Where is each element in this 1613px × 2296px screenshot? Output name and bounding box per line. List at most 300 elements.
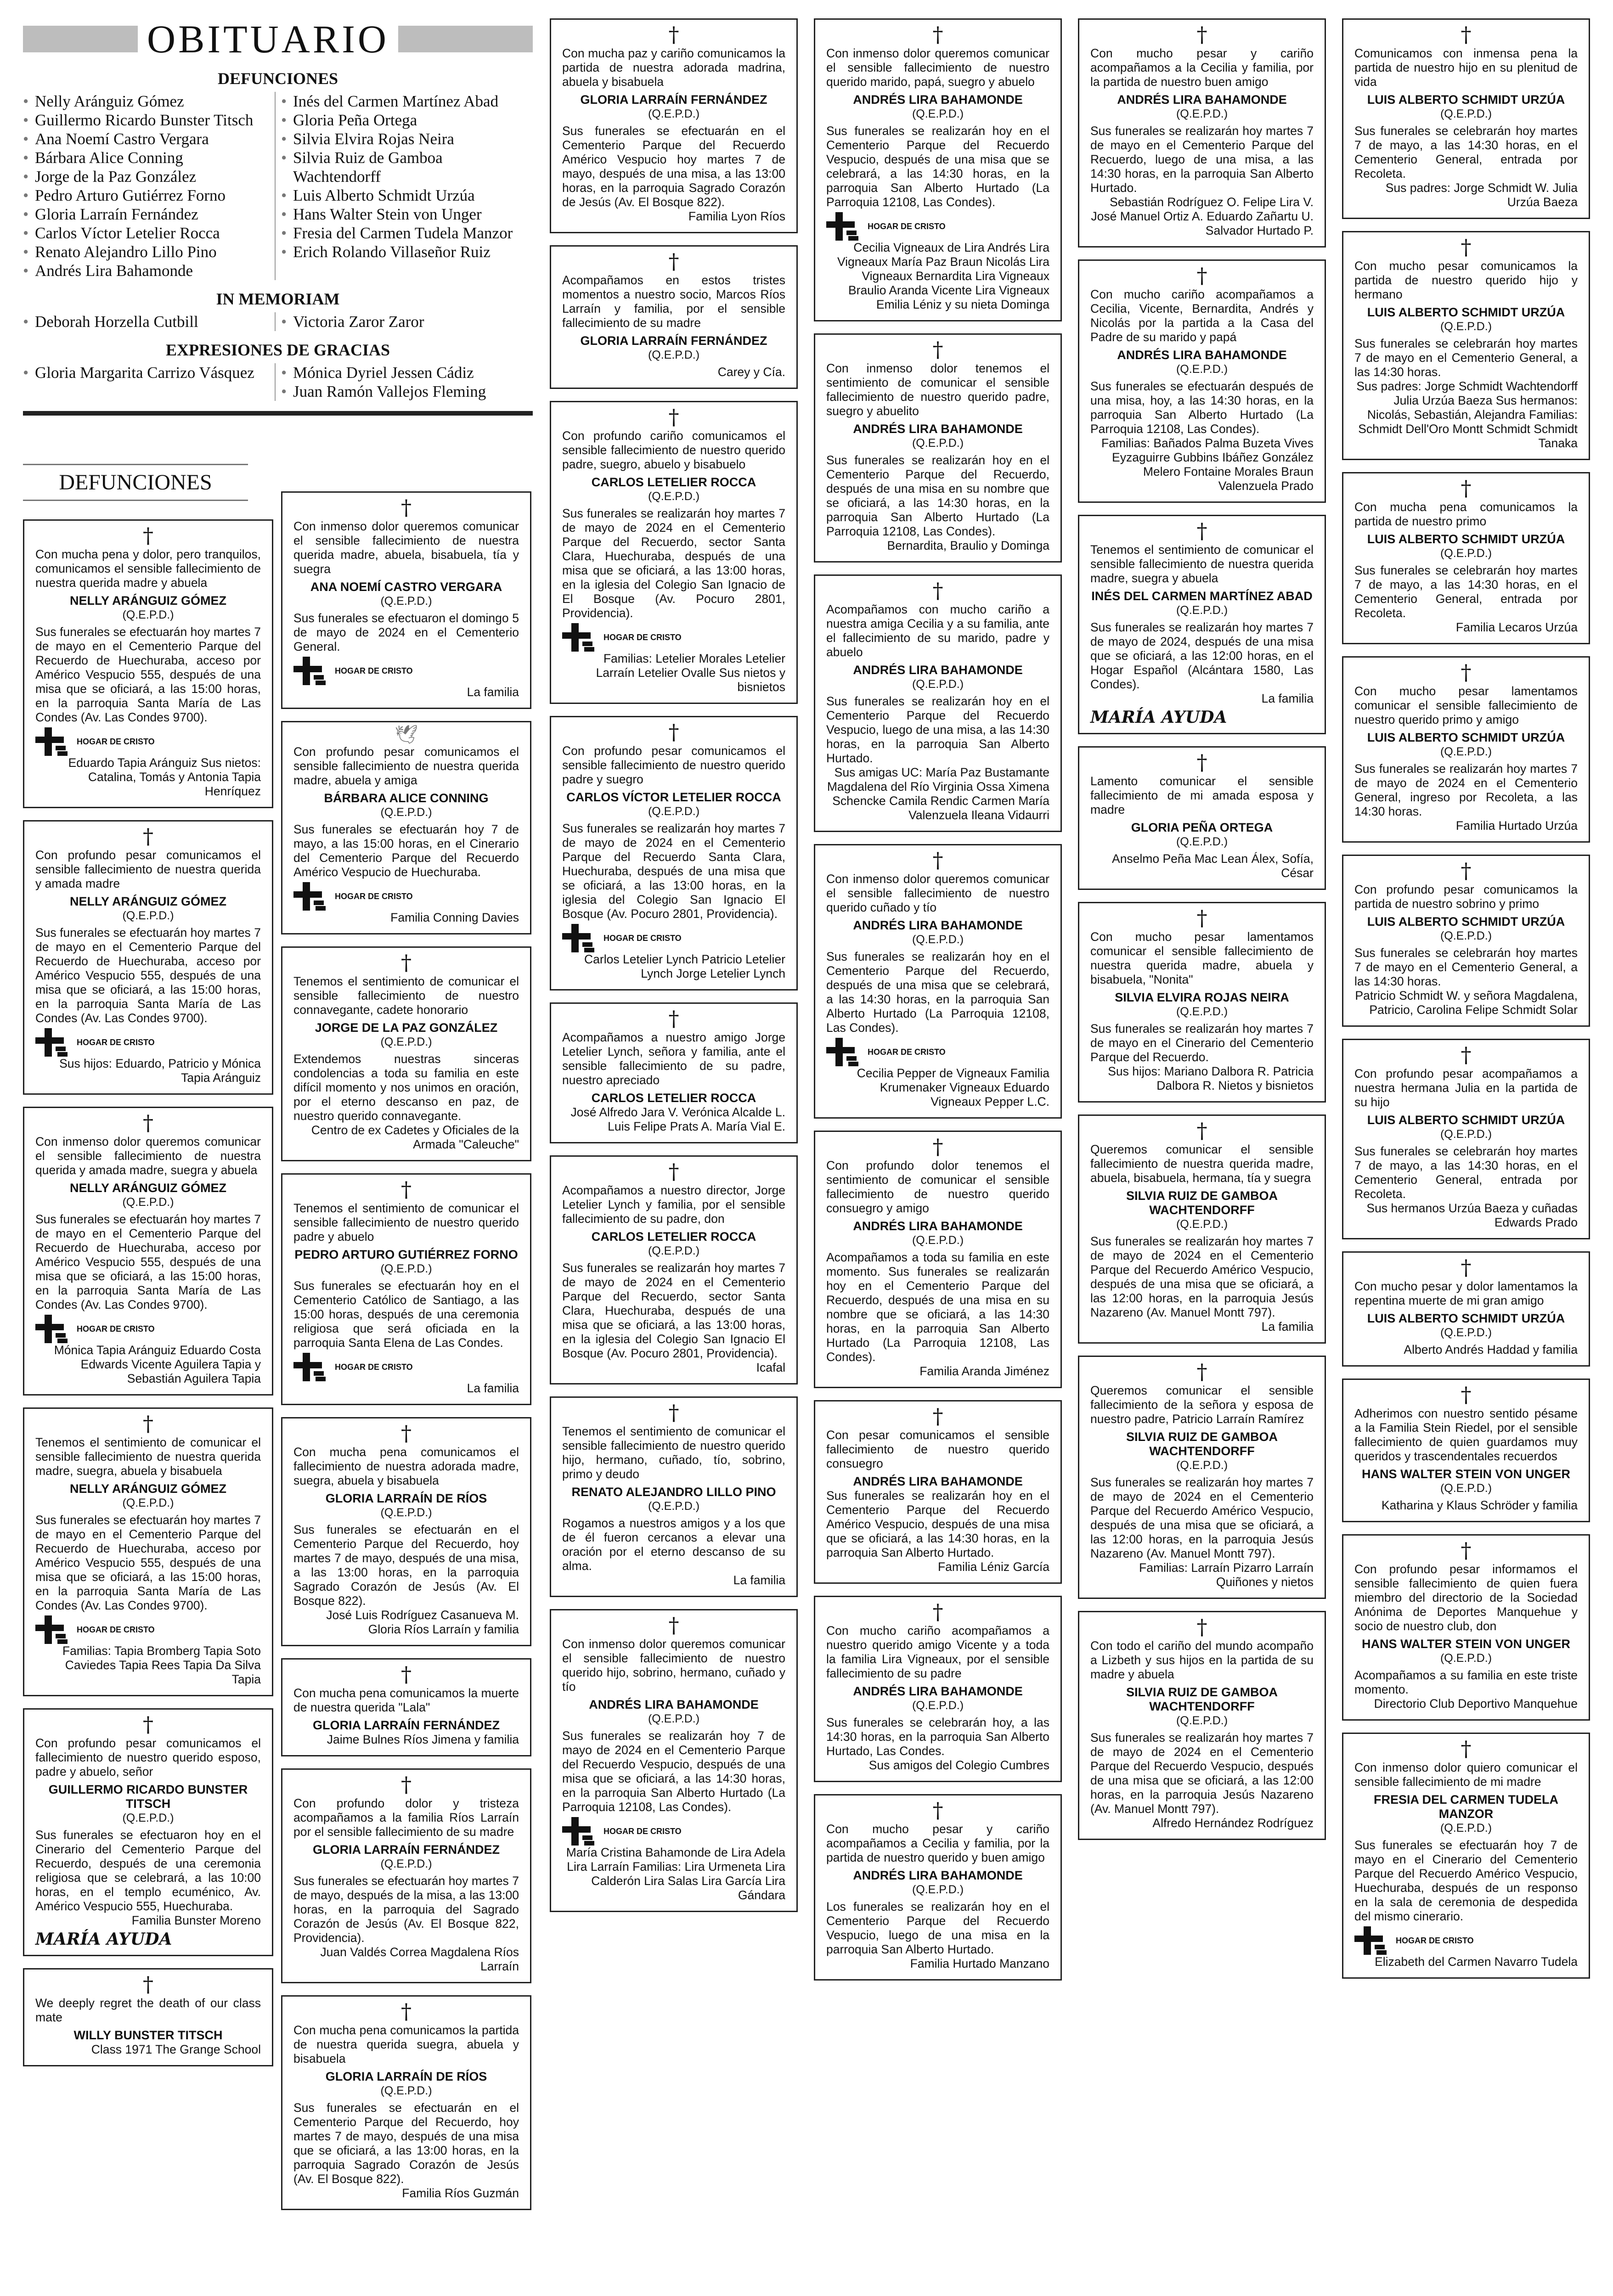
notice-intro: Con inmenso dolor queremos comunicar el sensible fallecimiento de nuestro querido marido, papá, suegro y abuelo bbox=[826, 46, 1049, 89]
notice-intro: Queremos comunicar el sensible fallecimiento de la señora y esposa de nuestro padre, Patricio Larraín Ramírez bbox=[1090, 1384, 1314, 1426]
notice-body: Sus funerales se efectuarán en el Cementerio Parque del Recuerdo, hoy martes 7 de mayo, después de una misa que se oficiará, a las 13:00 horas, en la parroquia Sagrado Corazón de Jesús (Av. El Bosque 822). bbox=[293, 2101, 519, 2186]
masthead-bar-right bbox=[398, 26, 533, 52]
notice-signature: Cecilia Pepper de Vigneaux Familia Krumenaker Vigneaux Eduardo Vigneaux Pepper L.C. bbox=[857, 1066, 1049, 1109]
qepd-label: (Q.E.P.D.) bbox=[912, 1699, 964, 1712]
qepd-label: (Q.E.P.D.) bbox=[648, 490, 700, 503]
hogar-de-cristo-logo bbox=[35, 1028, 261, 1057]
cross-icon: † bbox=[668, 720, 679, 744]
notice-body: Sus funerales se efectuarán después de una misa, hoy, a las 14:30 horas, en la parroquia San Alberto Hurtado (La Parroquia 12108, Las Condes). bbox=[1090, 379, 1314, 436]
obituary-notice bbox=[281, 1173, 531, 1405]
hogar-de-cristo-icon bbox=[35, 1028, 72, 1057]
hogar-de-cristo-icon bbox=[1354, 1926, 1391, 1955]
notice-intro: Con profundo pesar comunicamos la partida de nuestro sobrino y primo bbox=[1354, 883, 1578, 911]
notice-body: Extendemos nuestras sinceras condolencias a toda su familia en este difícil momento y nos unimos en oración, por el eterno descanso en paz, de nuestro querido connavegante. bbox=[293, 1052, 519, 1123]
hogar-de-cristo-logo bbox=[35, 727, 261, 756]
notice-signature: Class 1971 The Grange School bbox=[91, 2043, 261, 2056]
notice-intro: Con mucha pena comunicamos el fallecimiento de nuestra adorada madre, suegra, abuela y bisabuela bbox=[293, 1445, 519, 1487]
deceased-name: SILVIA ELVIRA ROJAS NEIRA bbox=[1115, 990, 1289, 1004]
obituary-notice bbox=[550, 401, 798, 704]
deceased-name: ANDRÉS LIRA BAHAMONDE bbox=[1117, 93, 1287, 107]
notice-intro: Acompañamos con mucho cariño a nuestra amiga Cecilia y a su familia, ante el fallecimiento de su marido, padre y abuelo bbox=[826, 602, 1049, 659]
deceased-name: CARLOS LETELIER ROCCA bbox=[591, 1091, 756, 1105]
notice-body: Sus funerales se realizarán hoy martes 7 de mayo de 2024, después de una misa que se oficiará, a las 12:00 horas, en el Hogar Español (Alcántara 1580, Las Condes). bbox=[1090, 620, 1314, 691]
hogar-de-cristo-icon bbox=[562, 1817, 599, 1846]
qepd-label: (Q.E.P.D.) bbox=[912, 678, 964, 691]
hogar-de-cristo-logo bbox=[562, 924, 785, 952]
notice-body: Sus funerales se realizarán hoy en el Cementerio Parque del Recuerdo, después de una misa en su nombre que se oficiará, a las 14:30 horas, en la parroquia San Alberto Hurtado (La Parroquia 12108, Las Condes). bbox=[826, 453, 1049, 538]
notice-signature: Sus padres: Jorge Schmidt Wachtendorff Julia Urzúa Baeza Sus hermanos: Nicolás, Sebastián, Alejandra Familias: Schmidt Dell'Oro Montt Schmidt Schmidt Tanaka bbox=[1356, 379, 1578, 450]
cross-icon: † bbox=[143, 1411, 153, 1436]
cross-icon: † bbox=[1196, 1615, 1207, 1639]
obituary-notice bbox=[814, 18, 1062, 321]
notice-signature: La familia bbox=[467, 1381, 519, 1395]
defunciones-list-left bbox=[23, 92, 275, 280]
cross-icon: † bbox=[143, 523, 153, 548]
obituary-notice bbox=[1342, 472, 1590, 644]
deceased-name: NELLY ARÁNGUIZ GÓMEZ bbox=[69, 1482, 227, 1496]
deceased-name: LUIS ALBERTO SCHMIDT URZÚA bbox=[1367, 915, 1565, 929]
notice-body: Sus funerales se celebrarán hoy martes 7 de mayo, a las 14:30 horas, en el Cementerio General, entrada por Recoleta. bbox=[1354, 124, 1578, 180]
notice-signature: Sus hijos: Mariano Dalbora R. Patricia Dalbora R. Nietos y bisnietos bbox=[1108, 1064, 1314, 1092]
qepd-label: (Q.E.P.D.) bbox=[1176, 1005, 1228, 1018]
cross-icon: † bbox=[1196, 750, 1207, 775]
cross-icon: † bbox=[1196, 22, 1207, 47]
deceased-name: FRESIA DEL CARMEN TUDELA MANZOR bbox=[1373, 1793, 1558, 1821]
defunciones-list-right bbox=[275, 92, 533, 280]
index-entry: • Gloria Peña Ortega bbox=[281, 111, 533, 129]
notice-body: Sus funerales se realizarán hoy martes 7 de mayo de 2024 en el Cementerio General, ingreso por Recoleta, a las 14:30 horas. bbox=[1354, 762, 1578, 818]
obituary-notice bbox=[281, 1995, 531, 2210]
column-2 bbox=[550, 18, 798, 1924]
notice-intro: Tenemos el sentimiento de comunicar el sensible fallecimiento de nuestro querido hijo, hermano, cuñado, tío, sobrino, primo y deudo bbox=[562, 1424, 785, 1481]
qepd-label: (Q.E.P.D.) bbox=[1176, 604, 1228, 617]
cross-icon: † bbox=[932, 1798, 943, 1823]
hogar-de-cristo-text: HOGAR DE CRISTO bbox=[77, 1324, 155, 1334]
cross-icon: † bbox=[668, 1613, 679, 1638]
notice-signature: Carey y Cía. bbox=[717, 365, 785, 379]
hogar-de-cristo-logo bbox=[293, 882, 519, 911]
section-title-defunciones: DEFUNCIONES bbox=[217, 69, 338, 88]
notice-signature: Bernardita, Braulio y Dominga bbox=[887, 539, 1049, 552]
index-entry: • Victoria Zaror Zaror bbox=[281, 312, 533, 331]
notice-body: Sus funerales se realizarán hoy martes 7 de mayo en el Cementerio Parque del Recuerdo, luego de una misa, a las 14:30 horas, en la parroquia San Alberto Hurtado. bbox=[1090, 124, 1314, 195]
index-entry: • Renato Alejandro Lillo Pino bbox=[23, 242, 275, 261]
notice-body: Sus funerales se celebrarán hoy martes 7 de mayo, a las 14:30 horas, en el Cementerio General, entrada por Recoleta. bbox=[1354, 563, 1578, 620]
notice-signature: Alfredo Hernández Rodríguez bbox=[1152, 1816, 1314, 1830]
index-column bbox=[23, 18, 533, 436]
obituary-notice bbox=[1078, 1611, 1326, 1840]
hogar-de-cristo-icon bbox=[293, 657, 330, 685]
notice-body: Sus funerales se realizarán hoy martes 7 de mayo en el Cinerario del Cementerio Parque del Recuerdo. bbox=[1090, 1022, 1314, 1064]
qepd-label: (Q.E.P.D.) bbox=[1440, 1822, 1492, 1835]
deceased-name: BÁRBARA ALICE CONNING bbox=[324, 791, 489, 805]
hogar-de-cristo-text: HOGAR DE CRISTO bbox=[868, 221, 946, 231]
notice-body: Sus funerales se efectuarán en el Cementerio Parque del Recuerdo Américo Vespucio hoy martes 7 de mayo, después de una misa, a las 13:00 horas, en la parroquia Sagrado Corazón de Jesús (Av. El Bosque 822). bbox=[562, 124, 785, 209]
memoriam-list-left bbox=[23, 312, 275, 331]
deceased-name: CARLOS VÍCTOR LETELIER ROCCA bbox=[566, 790, 781, 804]
obituary-notice bbox=[1078, 1114, 1326, 1344]
notice-signature: Elizabeth del Carmen Navarro Tudela bbox=[1375, 1955, 1578, 1969]
qepd-label: (Q.E.P.D.) bbox=[912, 437, 964, 450]
notice-intro: Con inmenso dolor tenemos el sentimiento de comunicar el sensible fallecimiento de nuestro querido padre, suegro y abuelito bbox=[826, 361, 1049, 418]
hogar-de-cristo-icon bbox=[562, 924, 599, 952]
deceased-name: LUIS ALBERTO SCHMIDT URZÚA bbox=[1367, 93, 1565, 107]
cross-icon: † bbox=[143, 824, 153, 849]
qepd-label: (Q.E.P.D.) bbox=[1440, 107, 1492, 120]
deceased-name: ANDRÉS LIRA BAHAMONDE bbox=[853, 1868, 1023, 1882]
notice-intro: Adherimos con nuestro sentido pésame a la Familia Stein Riedel, por el sensible fallecimiento de quien guardamos muy queridos y trascendentales recuerdos bbox=[1354, 1407, 1578, 1463]
obituary-notice bbox=[23, 820, 273, 1095]
obituary-notice bbox=[1342, 855, 1590, 1027]
index-entry: • Mónica Dyriel Jessen Cádiz bbox=[281, 363, 533, 382]
notice-intro: Comunicamos con inmensa pena la partida de nuestro hijo en su plenitud de vida bbox=[1354, 46, 1578, 89]
cross-icon: † bbox=[1196, 1118, 1207, 1143]
index-entry: • Fresia del Carmen Tudela Manzor bbox=[281, 224, 533, 242]
qepd-label: (Q.E.P.D.) bbox=[380, 1262, 432, 1275]
qepd-label: (Q.E.P.D.) bbox=[1176, 1218, 1228, 1231]
deceased-name: SILVIA RUIZ DE GAMBOA WACHTENDORFF bbox=[1126, 1430, 1278, 1458]
obituary-notice bbox=[1342, 1534, 1590, 1721]
notice-signature: Eduardo Tapia Aránguiz Sus nietos: Catalina, Tomás y Antonia Tapia Henríquez bbox=[68, 756, 261, 798]
notice-signature: Familia Lecaros Urzúa bbox=[1455, 620, 1578, 634]
notice-body: Sus funerales se realizarán hoy 7 de mayo de 2024 en el Cementerio Parque del Recuerdo Vespucio, después de una misa que se oficiará, a las 14:30 horas, en la parroquia San Alberto Hurtado (La Parroquia 12108, Las Condes). bbox=[562, 1729, 785, 1814]
notice-body: Sus funerales se realizarán hoy en el Cementerio Parque del Recuerdo Américo Vespucio, después de una misa que se oficiará, a las 14:30 horas, en la parroquia San Alberto Hurtado. bbox=[826, 1489, 1049, 1559]
notice-body: Sus funerales se efectuarán hoy martes 7 de mayo en el Cementerio Parque del Recuerdo de Huechuraba, acceso por Américo Vespucio 555, después de una misa que se oficiará, a las 15:00 horas, en la parroquia Santa María de Las Condes (Av. Las Condes 9700). bbox=[35, 926, 261, 1025]
cross-icon: † bbox=[401, 1177, 412, 1202]
deceased-name: PEDRO ARTURO GUTIÉRREZ FORNO bbox=[294, 1248, 518, 1261]
cross-icon: † bbox=[932, 337, 943, 362]
qepd-label: (Q.E.P.D.) bbox=[380, 2084, 432, 2097]
notice-signature: La familia bbox=[733, 1573, 785, 1587]
notice-intro: Con profundo cariño comunicamos el sensible fallecimiento de nuestro querido padre, suegro, abuelo y bisabuelo bbox=[562, 429, 785, 471]
hogar-de-cristo-logo bbox=[826, 212, 1049, 241]
notice-body: Sus funerales se efectuarán hoy martes 7 de mayo, después de la misa, a las 13:00 horas, en la parroquia del Sagrado Corazón de Jesús (Av. El Bosque 822, Providencia). bbox=[293, 1874, 519, 1945]
cross-icon: † bbox=[143, 1712, 153, 1737]
notice-signature: Sus amigas UC: María Paz Bustamante Magdalena del Río Virginia Ossa Ximena Schencke Camila Rendic Carmen María Valenzuela Ileana Vidaurri bbox=[827, 765, 1049, 822]
notice-intro: Con mucha paz y cariño comunicamos la partida de nuestra adorada madrina, abuela y bisabuela bbox=[562, 46, 785, 89]
qepd-label: (Q.E.P.D.) bbox=[648, 1500, 700, 1513]
notice-body: Sus funerales se celebrarán hoy martes 7 de mayo, a las 14:30 horas, en el Cementerio General, entrada por Recoleta. bbox=[1354, 1144, 1578, 1201]
column-1a bbox=[23, 464, 273, 2078]
notice-intro: Tenemos el sentimiento de comunicar el sensible fallecimiento de nuestro querido padre y abuelo bbox=[293, 1201, 519, 1244]
notice-intro: Con profundo pesar informamos el sensible fallecimiento de quien fuera miembro del directorio de la Sociedad Anónima de Deportes Manquehue y socio de nuestro club, don bbox=[1354, 1562, 1578, 1633]
obituary-notice bbox=[550, 1155, 798, 1384]
deceased-name: GUILLERMO RICARDO BUNSTER TITSCH bbox=[48, 1783, 248, 1811]
notice-intro: Con mucho pesar lamentamos comunicar el sensible fallecimiento de nuestra querida madre, abuela y bisabuela, "Nonita" bbox=[1090, 930, 1314, 986]
gracias-list-right bbox=[275, 363, 533, 401]
hogar-de-cristo-icon bbox=[293, 1353, 330, 1381]
hogar-de-cristo-icon bbox=[562, 623, 599, 652]
deceased-name: NELLY ARÁNGUIZ GÓMEZ bbox=[69, 1181, 227, 1195]
notice-body: Sus funerales se efectuarán hoy martes 7 de mayo en el Cementerio Parque del Recuerdo de Huechuraba, acceso por Américo Vespucio 555, después de una misa que se oficiará, a las 15:00 horas, en la parroquia Santa María de Las Condes (Av. Las Condes 9700). bbox=[35, 625, 261, 724]
gracias-list bbox=[23, 363, 533, 401]
obituary-notice bbox=[23, 1968, 273, 2066]
notice-body: Sus funerales se efectuarán hoy martes 7 de mayo en el Cementerio Parque del Recuerdo de Huechuraba, acceso por Américo Vespucio 555, después de una misa que se oficiará, a las 15:00 horas, en la parroquia Santa María de Las Condes (Av. Las Condes 9700). bbox=[35, 1513, 261, 1612]
obituary-notice bbox=[814, 844, 1062, 1119]
deceased-name: CARLOS LETELIER ROCCA bbox=[591, 475, 756, 489]
hogar-de-cristo-icon bbox=[35, 1315, 72, 1343]
index-entry: • Deborah Horzella Cutbill bbox=[23, 312, 275, 331]
cross-icon: † bbox=[1461, 1382, 1472, 1407]
notice-signature: Directorio Club Deportivo Manquehue bbox=[1374, 1697, 1578, 1711]
cross-icon: † bbox=[401, 495, 412, 520]
deceased-name: LUIS ALBERTO SCHMIDT URZÚA bbox=[1367, 305, 1565, 319]
notice-intro: Tenemos el sentimiento de comunicar el sensible fallecimiento de nuestra querida madre, suegra y abuela bbox=[1090, 543, 1314, 585]
notice-signature: Sebastián Rodríguez O. Felipe Lira V. José Manuel Ortiz A. Eduardo Zañartu U. Salvador Hurtado P. bbox=[1091, 195, 1314, 237]
notice-body: Sus funerales se celebrarán hoy martes 7 de mayo en el Cementerio General, a las 14:30 horas. bbox=[1354, 946, 1578, 988]
notice-intro: Con profundo pesar comunicamos el fallecimiento de nuestro querido esposo, padre y abuelo, señor bbox=[35, 1736, 261, 1778]
qepd-label: (Q.E.P.D.) bbox=[380, 1035, 432, 1048]
notice-body: Rogamos a nuestros amigos y a los que de él fueron cercanos a elevar una oración por el eterno descanso de su alma. bbox=[562, 1516, 785, 1573]
qepd-label: (Q.E.P.D.) bbox=[1176, 835, 1228, 848]
notice-intro: Con inmenso dolor queremos comunicar el sensible fallecimiento de nuestra querida madre, abuela, bisabuela, tía y suegra bbox=[293, 519, 519, 576]
qepd-label: (Q.E.P.D.) bbox=[1440, 929, 1492, 942]
cross-icon: † bbox=[1461, 1255, 1472, 1280]
deceased-name: LUIS ALBERTO SCHMIDT URZÚA bbox=[1367, 731, 1565, 744]
notice-intro: Con mucha pena y dolor, pero tranquilos, comunicamos el sensible fallecimiento de nuestra querida madre y abuela bbox=[35, 547, 261, 590]
obituary-notice bbox=[281, 946, 531, 1161]
cross-icon: † bbox=[932, 1404, 943, 1429]
deceased-name: SILVIA RUIZ DE GAMBOA WACHTENDORFF bbox=[1126, 1685, 1278, 1713]
index-entry: • Guillermo Ricardo Bunster Titsch bbox=[23, 111, 275, 129]
deceased-name: ANDRÉS LIRA BAHAMONDE bbox=[853, 93, 1023, 107]
notice-intro: Con todo el cariño del mundo acompaño a Lizbeth y sus hijos en la partida de su madre y abuela bbox=[1090, 1639, 1314, 1681]
notice-body: Sus funerales se efectuarán hoy 7 de mayo en el Cinerario del Cementerio Parque del Recuerdo Américo Vespucio, Huechuraba, después de un responso en la sala de ceremonia de despedida del mismo cinerario. bbox=[1354, 1838, 1578, 1923]
gracias-list-left bbox=[23, 363, 275, 401]
qepd-label: (Q.E.P.D.) bbox=[1176, 107, 1228, 120]
masthead bbox=[23, 18, 533, 60]
qepd-label: (Q.E.P.D.) bbox=[912, 1234, 964, 1247]
qepd-label: (Q.E.P.D.) bbox=[380, 595, 432, 608]
notice-intro: Acompañamos a nuestro amigo Jorge Letelier Lynch, señora y familia, ante el sensible fallecimiento de su padre, nuestro apreciado bbox=[562, 1030, 785, 1087]
notice-signature: Familia Conning Davies bbox=[390, 911, 519, 924]
notice-signature: Familia Bunster Moreno bbox=[131, 1913, 261, 1927]
notice-signature: Familias: Larraín Pizarro Larraín Quiñones y nietos bbox=[1139, 1561, 1314, 1589]
qepd-label: (Q.E.P.D.) bbox=[1440, 1482, 1492, 1495]
notice-intro: Con mucha pena comunicamos la partida de nuestro primo bbox=[1354, 500, 1578, 528]
masthead-bar-left bbox=[23, 26, 138, 52]
deceased-name: RENATO ALEJANDRO LILLO PINO bbox=[571, 1485, 776, 1499]
obituary-notice bbox=[814, 1400, 1062, 1584]
index-entry: • Pedro Arturo Gutiérrez Forno bbox=[23, 186, 275, 205]
notice-body: Acompañamos a su familia en este triste momento. bbox=[1354, 1668, 1578, 1696]
deceased-name: ANDRÉS LIRA BAHAMONDE bbox=[853, 422, 1023, 436]
notice-intro: Con mucho cariño acompañamos a nuestro querido amigo Vicente y a toda la familia Lira Vigneaux, por el sensible fallecimiento de su padre bbox=[826, 1624, 1049, 1680]
notice-intro: Con mucho cariño acompañamos a Cecilia, Vicente, Bernardita, Andrés y Nicolás por la partida a la Casa del Padre de su marido y papá bbox=[1090, 287, 1314, 344]
obituary-notice bbox=[281, 1417, 531, 1646]
notice-body: Sus funerales se efectuarán hoy martes 7 de mayo en el Cementerio Parque del Recuerdo de Huechuraba, acceso por Américo Vespucio 555, después de una misa que se oficiará, a las 15:00 horas, en la parroquia Santa María de Las Condes (Av. Las Condes 9700). bbox=[35, 1212, 261, 1311]
notice-signature: Familia Aranda Jiménez bbox=[919, 1364, 1049, 1378]
notice-body: Sus funerales se celebrarán hoy, a las 14:30 horas, en la parroquia San Alberto Hurtado, Las Condes. bbox=[826, 1716, 1049, 1758]
deceased-name: GLORIA LARRAÍN FERNÁNDEZ bbox=[313, 1718, 500, 1732]
notice-signature: María Cristina Bahamonde de Lira Adela Lira Larraín Familias: Lira Urmeneta Lira Calderón Lira Salas Lira García Lira Gándara bbox=[566, 1846, 785, 1902]
notice-intro: Con mucho pesar y dolor lamentamos la repentina muerte de mi gran amigo bbox=[1354, 1279, 1578, 1307]
index-entry: • Luis Alberto Schmidt Urzúa bbox=[281, 186, 533, 205]
divider bbox=[23, 411, 533, 416]
hogar-de-cristo-text: HOGAR DE CRISTO bbox=[1396, 1936, 1474, 1945]
notice-intro: Acompañamos en estos tristes momentos a nuestro socio, Marcos Ríos Larraín y familia, por el sensible fallecimiento de su madre bbox=[562, 273, 785, 330]
notice-signature: La familia bbox=[1261, 1320, 1314, 1334]
notice-body: Acompañamos a toda su familia en este momento. Sus funerales se realizarán hoy en el Cementerio Parque del Recuerdo, después de una misa en su nombre que se oficiará, a las 14:30 horas, en la parroquia San Alberto Hurtado (La Parroquia 12108, Las Condes). bbox=[826, 1250, 1049, 1364]
defunciones-list bbox=[23, 92, 533, 280]
hogar-de-cristo-logo bbox=[35, 1615, 261, 1644]
qepd-label: (Q.E.P.D.) bbox=[912, 1883, 964, 1896]
notice-body: Sus funerales se efectuaron el domingo 5 de mayo de 2024 en el Cementerio General. bbox=[293, 611, 519, 653]
deceased-name: LUIS ALBERTO SCHMIDT URZÚA bbox=[1367, 1113, 1565, 1127]
obituary-notice bbox=[1342, 1733, 1590, 1979]
notice-signature: Carlos Letelier Lynch Patricio Letelier Lynch Jorge Letelier Lynch bbox=[584, 952, 785, 980]
deceased-name: ANDRÉS LIRA BAHAMONDE bbox=[853, 663, 1023, 677]
deceased-name: HANS WALTER STEIN VON UNGER bbox=[1361, 1637, 1571, 1651]
notice-body: Sus funerales se realizarán hoy martes 7 de mayo de 2024 en el Cementerio Parque del Recuerdo Santa Clara, Huechuraba, después de una misa que se oficiará, a las 13:00 horas, en la iglesia del Colegio San Ignacio El Bosque (Av. Pocuro 2801, Providencia). bbox=[562, 822, 785, 921]
column-3 bbox=[814, 18, 1062, 1992]
cross-icon: † bbox=[1196, 1359, 1207, 1384]
notice-signature: Sus hijos: Eduardo, Patricio y Mónica Tapia Aránguiz bbox=[59, 1057, 261, 1085]
cross-icon: † bbox=[401, 1999, 412, 2024]
column-5 bbox=[1342, 18, 1590, 1991]
maria-ayuda-logo: MARÍA AYUDA bbox=[35, 1930, 172, 1949]
hogar-de-cristo-logo bbox=[293, 1353, 519, 1381]
notice-signature: Familias: Bañados Palma Buzeta Vives Eyzaguirre Gubbins Ibáñez González Melero Fontaine Morales Braun Valenzuela Prado bbox=[1101, 436, 1314, 493]
notice-intro: Tenemos el sentimiento de comunicar el sensible fallecimiento de nuestra querida madre, suegra, abuela y bisabuela bbox=[35, 1435, 261, 1478]
notice-signature: Sus hermanos Urzúa Baeza y cuñadas Edwards Prado bbox=[1366, 1201, 1578, 1229]
cross-icon: † bbox=[1196, 906, 1207, 930]
defunciones-header: DEFUNCIONES bbox=[23, 464, 248, 501]
notice-body: Sus funerales se realizarán hoy martes 7 de mayo de 2024 en el Cementerio Parque del Recuerdo, sector Santa Clara, Huechuraba, después de una misa que se oficiará, a las 13:00 horas, en la iglesia del Colegio San Ignacio El Bosque (Av. Pocuro 2801, Providencia). bbox=[562, 1261, 785, 1360]
notice-body: Sus funerales se efectuarán en el Cementerio Parque del Recuerdo, hoy martes 7 de mayo, después de una misa, a las 13:00 horas, en la parroquia Sagrado Corazón de Jesús (Av. El Bosque 822). bbox=[293, 1523, 519, 1608]
notice-body: Los funerales se realizarán hoy en el Cementerio Parque del Recuerdo Vespucio, luego de una misa en la parroquia San Alberto Hurtado. bbox=[826, 1900, 1049, 1956]
index-entry: • Nelly Aránguiz Gómez bbox=[23, 92, 275, 111]
obituary-notice bbox=[814, 574, 1062, 832]
notice-intro: Con profundo dolor tenemos el sentimiento de comunicar el sensible fallecimiento de nuestro querido consuegro y amigo bbox=[826, 1159, 1049, 1215]
notice-body: Sus funerales se realizarán hoy martes 7 de mayo de 2024 en el Cementerio Parque del Recuerdo, sector Santa Clara, Huechuraba, después de una misa que se oficiará, a las 13:00 horas, en la iglesia del Colegio San Ignacio de El Bosque (Av. Pocuro 2801, Providencia). bbox=[562, 506, 785, 620]
qepd-label: (Q.E.P.D.) bbox=[380, 806, 432, 819]
obituary-notice bbox=[1078, 902, 1326, 1103]
obituary-notice bbox=[1078, 1356, 1326, 1599]
hogar-de-cristo-text: HOGAR DE CRISTO bbox=[603, 1826, 682, 1836]
notice-intro: Tenemos el sentimiento de comunicar el sensible fallecimiento de nuestro connavegante, cadete honorario bbox=[293, 974, 519, 1017]
qepd-label: (Q.E.P.D.) bbox=[912, 933, 964, 946]
notice-intro: Con mucho pesar lamentamos comunicar el sensible fallecimiento de nuestro querido primo y amigo bbox=[1354, 684, 1578, 726]
obituary-notice bbox=[1342, 1039, 1590, 1239]
obituary-notice bbox=[1342, 18, 1590, 219]
hogar-de-cristo-logo bbox=[826, 1038, 1049, 1066]
deceased-name: ANDRÉS LIRA BAHAMONDE bbox=[1117, 348, 1287, 362]
deceased-name: ANDRÉS LIRA BAHAMONDE bbox=[853, 1474, 1023, 1488]
index-entry: • Gloria Larraín Fernández bbox=[23, 205, 275, 224]
cross-icon: † bbox=[1461, 660, 1472, 685]
index-entry: • Carlos Víctor Letelier Rocca bbox=[23, 224, 275, 242]
cross-icon: † bbox=[1461, 235, 1472, 259]
deceased-name: CARLOS LETELIER ROCCA bbox=[591, 1230, 756, 1244]
hogar-de-cristo-icon bbox=[293, 882, 330, 911]
obituary-notice bbox=[1342, 656, 1590, 843]
index-entry: • Silvia Ruiz de Gamboa Wachtendorff bbox=[281, 148, 533, 186]
obituary-notice bbox=[281, 491, 531, 709]
obituary-notice bbox=[281, 721, 531, 934]
obituary-notice bbox=[814, 1131, 1062, 1388]
hogar-de-cristo-icon bbox=[35, 1615, 72, 1644]
deceased-name: GLORIA LARRAÍN FERNÁNDEZ bbox=[580, 93, 767, 107]
notice-signature: Familia Hurtado Manzano bbox=[910, 1957, 1049, 1970]
notice-body: Sus funerales se efectuarán hoy en el Cementerio Católico de Santiago, a las 15:00 horas, después de una ceremonia religiosa que será oficiada en la parroquia Santa Elena de Las Condes. bbox=[293, 1279, 519, 1350]
obituary-notice bbox=[550, 245, 798, 389]
notice-signature: Centro de ex Cadetes y Oficiales de la Armada "Caleuche" bbox=[311, 1123, 519, 1151]
notice-body: Sus funerales se realizarán hoy en el Cementerio Parque del Recuerdo Vespucio, luego de una misa, a las 14:30 horas, en la parroquia San Alberto Hurtado. bbox=[826, 694, 1049, 765]
memoriam-list-right bbox=[275, 312, 533, 331]
hogar-de-cristo-text: HOGAR DE CRISTO bbox=[603, 933, 682, 943]
notice-signature: Sus padres: Jorge Schmidt W. Julia Urzúa Baeza bbox=[1385, 181, 1578, 209]
notice-signature: La familia bbox=[1261, 692, 1314, 705]
notice-signature: Familia Hurtado Urzúa bbox=[1455, 819, 1578, 833]
notice-intro: Con mucho pesar y cariño acompañamos a Cecilia y familia, por la partida de nuestro querido y buen amigo bbox=[826, 1822, 1049, 1864]
cross-icon: † bbox=[1461, 858, 1472, 883]
cross-icon: † bbox=[668, 249, 679, 274]
notice-body: Sus funerales se realizarán hoy martes 7 de mayo de 2024 en el Cementerio Parque del Recuerdo Américo Vespucio, después de una misa que se oficiará, a las 12:00 horas, en la parroquia Jesús Nazareno (Av. Manuel Montt 797). bbox=[1090, 1475, 1314, 1560]
index-entry: • Hans Walter Stein von Unger bbox=[281, 205, 533, 224]
cross-icon: † bbox=[668, 1159, 679, 1184]
qepd-label: (Q.E.P.D.) bbox=[122, 608, 174, 621]
cross-icon: † bbox=[143, 1110, 153, 1135]
qepd-label: (Q.E.P.D.) bbox=[1440, 745, 1492, 758]
cross-icon: † bbox=[668, 1006, 679, 1031]
notice-signature: Sus amigos del Colegio Cumbres bbox=[869, 1758, 1049, 1772]
notice-signature: Familia Léniz García bbox=[937, 1560, 1049, 1574]
notice-signature: Juan Valdés Correa Magdalena Ríos Larraín bbox=[320, 1945, 519, 1973]
hogar-de-cristo-text: HOGAR DE CRISTO bbox=[77, 1625, 155, 1634]
cross-icon: † bbox=[1461, 476, 1472, 501]
cross-icon: † bbox=[668, 405, 679, 429]
cross-icon: † bbox=[1461, 1042, 1472, 1067]
deceased-name: ANA NOEMÍ CASTRO VERGARA bbox=[310, 580, 502, 594]
qepd-label: (Q.E.P.D.) bbox=[122, 1196, 174, 1209]
hogar-de-cristo-logo bbox=[35, 1315, 261, 1343]
index-entry: • Juan Ramón Vallejos Fleming bbox=[281, 382, 533, 401]
notice-signature: Familias: Letelier Morales Letelier Larraín Letelier Ovalle Sus nietos y bisnietos bbox=[596, 652, 785, 694]
index-entry: • Jorge de la Paz González bbox=[23, 167, 275, 186]
obituary-notice bbox=[1342, 231, 1590, 460]
hogar-de-cristo-text: HOGAR DE CRISTO bbox=[335, 666, 413, 675]
notice-intro: Con profundo pesar comunicamos el sensible fallecimiento de nuestro querido padre y suegro bbox=[562, 744, 785, 786]
obituary-notice bbox=[1342, 1251, 1590, 1367]
obituary-notice bbox=[1078, 515, 1326, 734]
hogar-de-cristo-text: HOGAR DE CRISTO bbox=[77, 1037, 155, 1047]
hogar-de-cristo-icon bbox=[35, 727, 72, 756]
notice-signature: Familia Lyon Ríos bbox=[688, 209, 785, 223]
cross-icon: † bbox=[932, 1599, 943, 1624]
notice-signature: Familia Ríos Guzmán bbox=[402, 2186, 519, 2200]
column-1b bbox=[281, 491, 531, 2222]
memoriam-list bbox=[23, 312, 533, 331]
hogar-de-cristo-icon bbox=[826, 212, 863, 241]
cross-icon: † bbox=[401, 1772, 412, 1797]
notice-signature: Mónica Tapia Aránguiz Eduardo Costa Edwards Vicente Aguilera Tapia y Sebastián Aguilera Tapia bbox=[54, 1343, 261, 1385]
hogar-de-cristo-logo bbox=[293, 657, 519, 685]
qepd-label: (Q.E.P.D.) bbox=[122, 909, 174, 922]
notice-intro: Con inmenso dolor queremos comunicar el sensible fallecimiento de nuestro querido cuñado y tío bbox=[826, 872, 1049, 914]
notice-signature: La familia bbox=[467, 685, 519, 699]
index-entry: • Silvia Elvira Rojas Neira bbox=[281, 129, 533, 148]
cross-icon: † bbox=[668, 1400, 679, 1425]
obituary-notice bbox=[1078, 746, 1326, 890]
qepd-label: (Q.E.P.D.) bbox=[648, 805, 700, 818]
notice-signature: Patricio Schmidt W. y señora Magdalena, Patricio, Carolina Felipe Schmidt Solar bbox=[1355, 989, 1578, 1017]
qepd-label: (Q.E.P.D.) bbox=[1440, 547, 1492, 560]
obituary-notice bbox=[1342, 1379, 1590, 1522]
maria-ayuda-logo: MARÍA AYUDA bbox=[1090, 708, 1227, 727]
obituary-notice bbox=[23, 519, 273, 808]
obituary-notice bbox=[550, 716, 798, 990]
